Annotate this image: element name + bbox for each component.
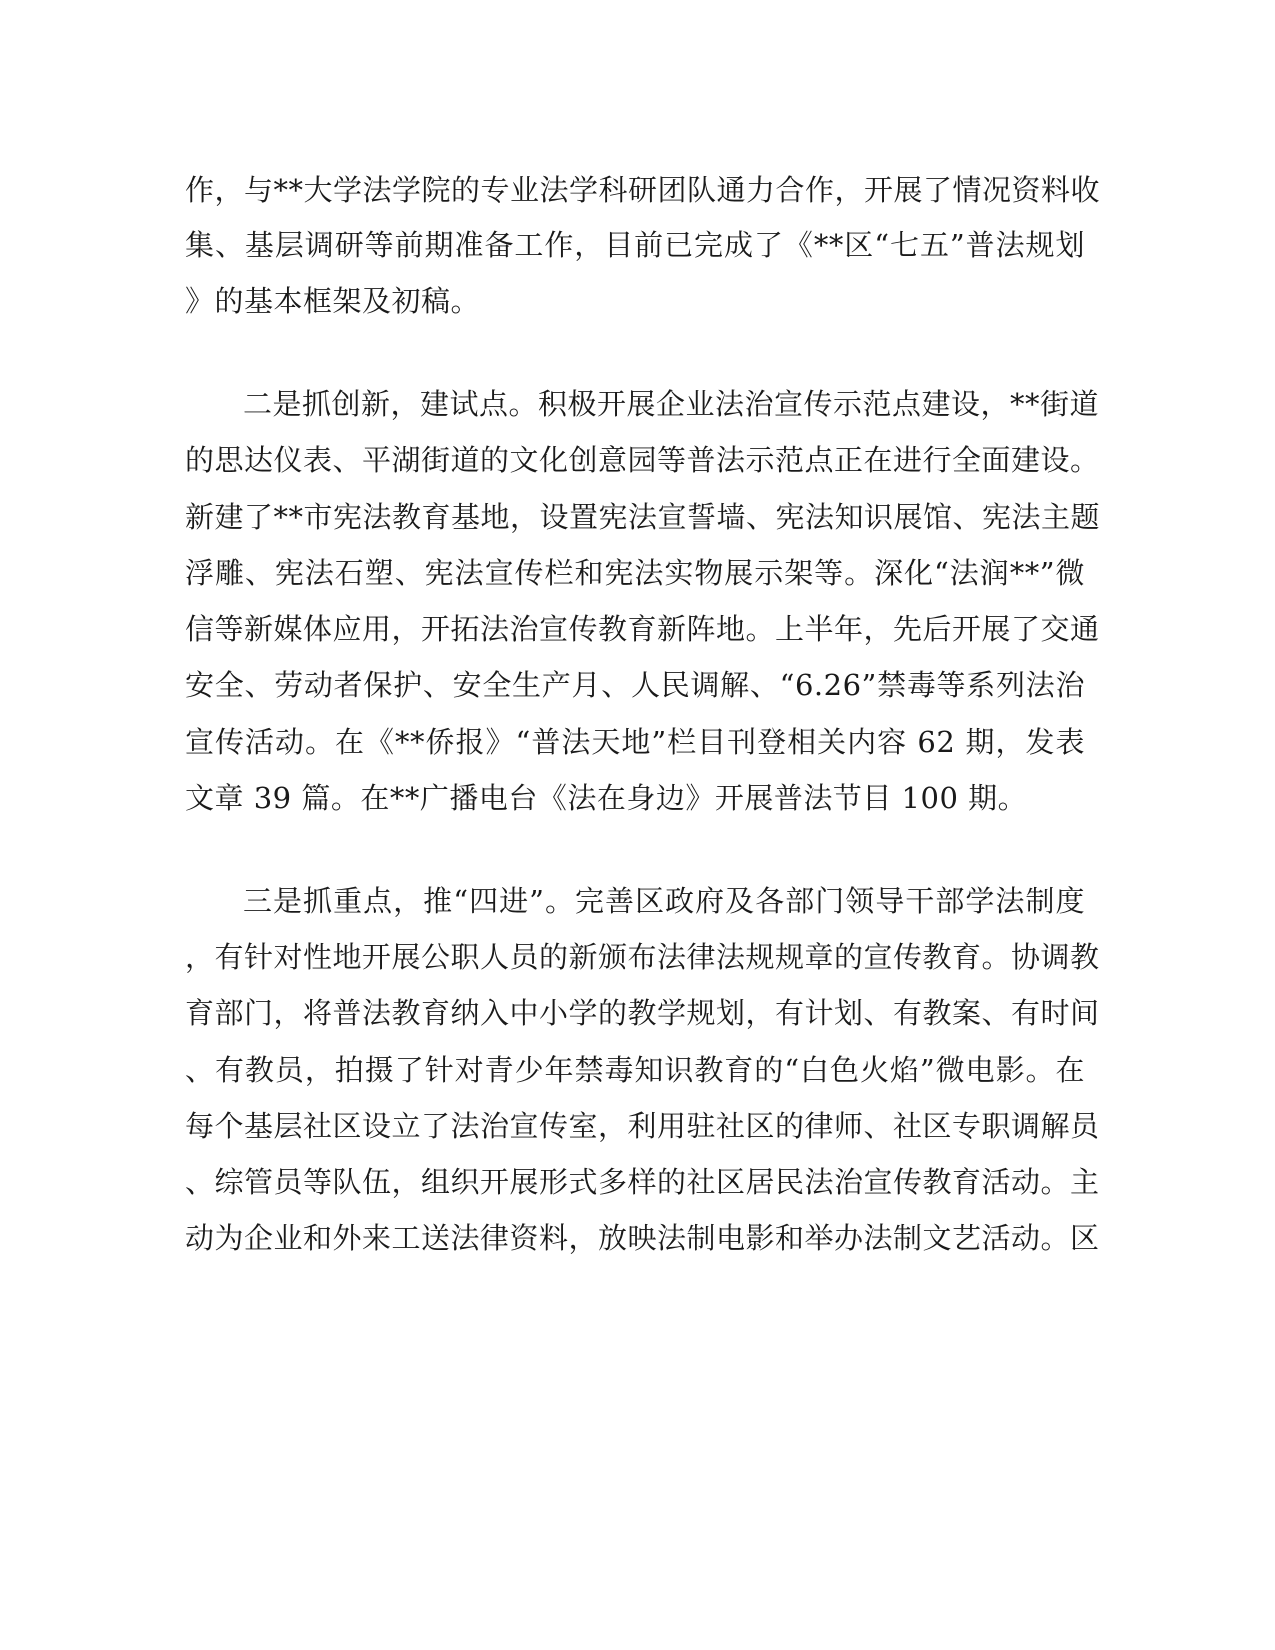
paragraph-2-line-6: 安全、劳动者保护、安全生产月、人民调解、“6.26”禁毒等系列法治: [185, 668, 1085, 702]
paragraph-1-line-2: 集、基层调研等前期准备工作，目前已完成了《**区“七五”普法规划: [185, 228, 1085, 262]
paragraph-2-line-3: 新建了**市宪法教育基地，设置宪法宣誓墙、宪法知识展馆、宪法主题: [185, 500, 1101, 534]
paragraph-3-line-4: 、有教员，拍摄了针对青少年禁毒知识教育的“白色火焰”微电影。在: [185, 1053, 1085, 1087]
paragraph-2-line-8: 文章 39 篇。在**广播电台《法在身边》开展普法节目 100 期。: [185, 781, 1028, 815]
paragraph-3-line-6: 、综管员等队伍，组织开展形式多样的社区居民法治宣传教育活动。主: [185, 1165, 1100, 1199]
paragraph-3-line-3: 育部门，将普法教育纳入中小学的教学规划，有计划、有教案、有时间: [185, 996, 1100, 1030]
paragraph-1-line-1: 作，与**大学法学院的专业法学科研团队通力合作，开展了情况资料收: [185, 173, 1101, 207]
paragraph-3-line-1: 三是抓重点，推“四进”。完善区政府及各部门领导干部学法制度: [243, 884, 1085, 918]
paragraph-3-line-2: ，有针对性地开展公职人员的新颁布法律法规规章的宣传教育。协调教: [185, 940, 1100, 974]
paragraph-2-line-1: 二是抓创新，建试点。积极开展企业法治宣传示范点建设，**街道: [243, 387, 1100, 421]
paragraph-1-line-3: 》的基本框架及初稿。: [185, 284, 481, 318]
paragraph-3-line-7: 动为企业和外来工送法律资料，放映法制电影和举办法制文艺活动。区: [185, 1221, 1100, 1255]
paragraph-2-line-7: 宣传活动。在《**侨报》“普法天地”栏目刊登相关内容 62 期，发表: [185, 725, 1085, 759]
paragraph-3-line-5: 每个基层社区设立了法治宣传室，利用驻社区的律师、社区专职调解员: [185, 1109, 1100, 1143]
paragraph-2-line-4: 浮雕、宪法石塑、宪法宣传栏和宪法实物展示架等。深化“法润**”微: [185, 556, 1085, 590]
paragraph-2-line-5: 信等新媒体应用，开拓法治宣传教育新阵地。上半年，先后开展了交通: [185, 612, 1100, 646]
paragraph-2-line-2: 的思达仪表、平湖街道的文化创意园等普法示范点正在进行全面建设。: [185, 443, 1100, 477]
